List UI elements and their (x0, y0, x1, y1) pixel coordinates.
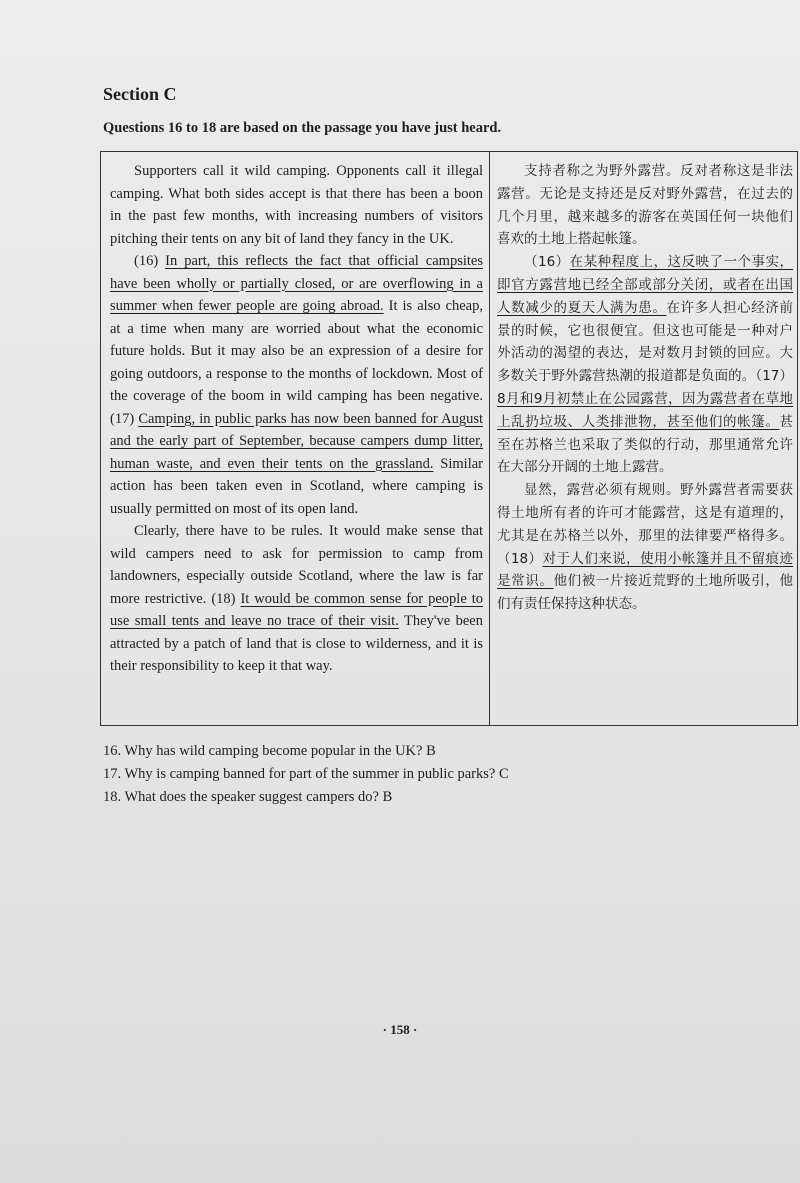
chinese-paragraph-3 (497, 479, 793, 616)
question-16: 16. Why has wild camping become popular in the UK? B (103, 743, 436, 759)
section-title: Section C (103, 84, 177, 104)
english-passage (110, 160, 483, 678)
answer-list (103, 740, 509, 809)
english-paragraph-2-end: Similar action has been taken even in Scotland, where camping is usually permitted on most of its open land. (110, 455, 483, 517)
chinese-marker-16: （16） (524, 254, 570, 271)
chinese-answer-18-underline: 对于人们来说，使用小帐篷并且不留痕迹是常识。 (497, 550, 793, 590)
english-paragraph-2 (110, 250, 483, 520)
chinese-paragraph-2-text: 在许多人担心经济前景的时候，它也很便宜。但这也可能是一种对户外活动的渴望的表达，是对数月封锁的回应。大多数关于野外露营热潮的报道都是负面的。（17） (497, 299, 793, 385)
page-number: · 158 · (382, 1022, 418, 1037)
question-18: 18. What does the speaker suggest campers do? B (103, 789, 393, 805)
marker-16: (16) (134, 253, 166, 269)
english-paragraph-3-start: Clearly, there have to be rules. It would make sense that wild campers need to ask for permission to camp from landowners, especially outside Scotland, where the law is far more restrictive. (18) (110, 523, 483, 607)
passage-table (100, 151, 798, 726)
english-paragraph-3-end: They've been attracted by a patch of land that is close to wilderness, and it is their responsibility to keep it that way. (110, 613, 483, 674)
chinese-paragraph-3-end: 他们被一片接近荒野的土地所吸引，他们有责任保持这种状态。 (497, 573, 793, 613)
chinese-answer-16-underline: 在某种程度上，这反映了一个事实，即官方露营地已经全部或部分关闭，或者在出国人数减少的夏天人满为患。 (497, 254, 793, 316)
chinese-paragraph-1: 支持者称之为野外露营。反对者称这是非法露营。无论是支持还是反对野外露营，在过去的几个月里，越来越多的游客在英国任何一块他们喜欢的土地上搭起帐篷。 (497, 163, 793, 248)
instruction-text: Questions 16 to 18 are based on the passage you have just heard. (103, 120, 502, 136)
english-paragraph-2-text: It is also cheap, at a time when many are worried about what the economic future holds. But it may also be an expression of a desire for going outdoors, a response to the months of lockdown. Most of the coverage of the boom in wild camping has been negative. (17) (110, 298, 483, 427)
chinese-paragraph-2 (497, 251, 793, 479)
answer-17-underline: Camping, in public parks has now been banned for August and the early part of September, because campers dump litter, human waste, and even their tents on the grassland. (110, 410, 483, 472)
chinese-paragraph-3-start: 显然，露营必须有规则。野外露营者需要获得土地所有者的许可才能露营，这是有道理的，尤其是在苏格兰以外，那里的法律要严格得多。（18） (497, 482, 793, 567)
column-divider (489, 152, 490, 725)
english-paragraph-3 (110, 520, 483, 678)
answer-18-underline: It would be common sense for people to use small tents and leave no trace of their visit. (110, 590, 484, 629)
chinese-translation (497, 160, 793, 616)
question-17: 17. Why is camping banned for part of the summer in public parks? C (103, 766, 509, 782)
chinese-answer-17-underline: 8月和9月初禁止在公园露营，因为露营者在草地上乱扔垃圾、人类排泄物，甚至他们的帐篷。 (497, 390, 793, 430)
english-paragraph-1: Supporters call it wild camping. Opponents call it illegal camping. What both sides accept is that there has been a boon in the past few months, with increasing numbers of visitors pitching their tents on any bit of land they fancy in the UK. (110, 163, 483, 247)
chinese-paragraph-2-end: 甚至在苏格兰也采取了类似的行动，那里通常允许在大部分开阔的土地上露营。 (497, 413, 793, 476)
answer-16-underline: In part, this reflects the fact that official campsites have been wholly or partially closed, or are overflowing in a summer when fewer people are going abroad. (110, 253, 483, 314)
